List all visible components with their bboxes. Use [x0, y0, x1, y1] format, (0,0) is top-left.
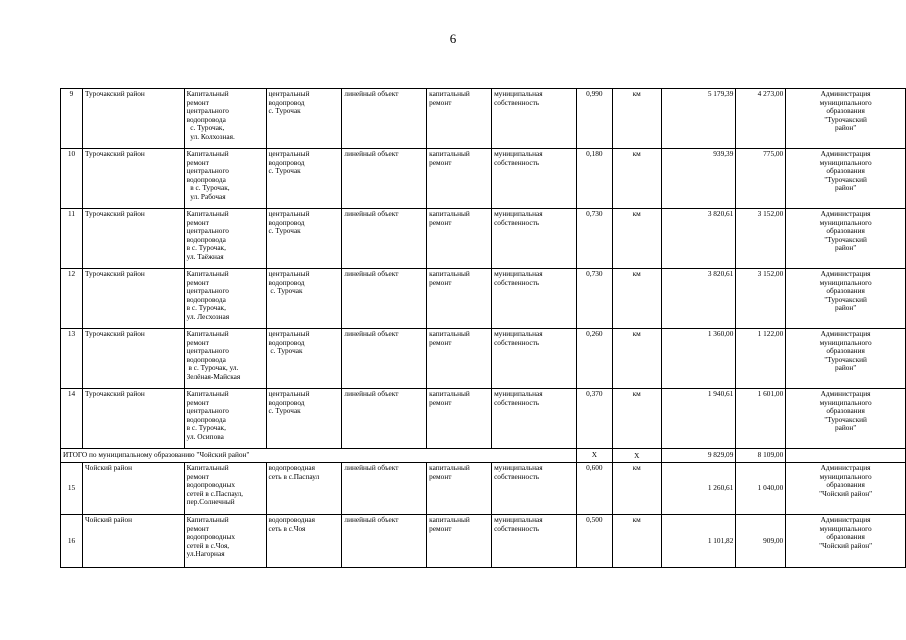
ownership-line: собственность [494, 337, 540, 347]
object-name-line: сеть в с.Паспаул [268, 471, 320, 481]
district-cell: Чойский район [82, 515, 184, 568]
administrator [786, 269, 906, 329]
administrator-line: муниципального [819, 217, 872, 227]
table-row [61, 269, 906, 329]
object-name [266, 515, 342, 568]
work-kind [427, 515, 492, 568]
district-cell: Турочакский район [82, 269, 184, 329]
object-name-line: с. Турочак [268, 286, 303, 296]
object-type: линейный объект [342, 149, 427, 209]
work-kind-line: ремонт [429, 217, 452, 227]
cost-total: 3 820,61 [661, 209, 736, 269]
work-description-line: в с. Турочак, [186, 303, 226, 313]
administrator-line: муниципального [819, 97, 872, 107]
object-type: линейный объект [342, 89, 427, 149]
cost-total: 939,39 [661, 149, 736, 209]
subtotal-row [61, 449, 906, 463]
row-number: 11 [61, 209, 83, 269]
object-name-line: водопровод [268, 397, 305, 407]
work-kind [427, 89, 492, 149]
ownership-line: собственность [494, 277, 540, 287]
administrator-line: "Чойский район" [819, 540, 873, 550]
cost-total: 1 101,82 [661, 515, 736, 568]
work-kind-line: капитальный [429, 389, 470, 398]
ownership-line: собственность [494, 397, 540, 407]
table-row [61, 209, 906, 269]
ownership-line: собственность [494, 471, 540, 481]
work-description-line: сетей в с.Паспаул, [186, 488, 244, 498]
table-row [61, 329, 906, 389]
administrator-line: "Чойский район" [819, 488, 873, 498]
work-description-line: в с. Турочак, ул. [186, 363, 239, 373]
administrator-line: образования [826, 106, 865, 116]
cost-part: 909,00 [736, 515, 786, 568]
administrator [786, 329, 906, 389]
district-cell: Турочакский район [82, 149, 184, 209]
work-kind-line: капитальный [429, 89, 470, 98]
administrator-line: "Турочакский [824, 114, 867, 124]
object-name-line: с. Турочак [268, 406, 301, 416]
table-row [61, 89, 906, 149]
work-kind [427, 329, 492, 389]
work-description [184, 515, 266, 568]
object-name-line: с. Турочак [268, 106, 301, 116]
unit: км [612, 209, 661, 269]
work-description-line: водопровода [186, 414, 226, 424]
object-name-line: с. Турочак [268, 166, 301, 176]
work-description-line: ул. Осипова [186, 431, 224, 441]
work-description [184, 329, 266, 389]
cost-total: 1 360,00 [661, 329, 736, 389]
work-description-line: Капитальный [186, 463, 229, 472]
work-description-line: ремонт [186, 523, 209, 533]
work-kind-line: ремонт [429, 397, 452, 407]
administrator-line: Администрация [820, 329, 871, 338]
work-description-line: ремонт [186, 217, 209, 227]
ownership-line: муниципальная [494, 149, 543, 158]
administrator-line: муниципального [819, 277, 872, 287]
length-value: 0,500 [576, 515, 612, 568]
cost-total: 1 260,61 [661, 463, 736, 515]
ownership [492, 209, 577, 269]
object-name [266, 209, 342, 269]
ownership-line: муниципальная [494, 329, 543, 338]
work-description-line: Капитальный [186, 269, 229, 278]
object-name-line: водопроводная [268, 463, 315, 472]
ownership-line: собственность [494, 97, 540, 107]
work-description-line: водопровода [186, 234, 226, 244]
object-type: линейный объект [342, 209, 427, 269]
administrator-line: муниципального [819, 397, 872, 407]
length-value: 0,730 [576, 269, 612, 329]
work-kind [427, 463, 492, 515]
administrator-line: образования [826, 346, 865, 356]
work-description-line: Капитальный [186, 329, 229, 338]
object-type: линейный объект [342, 515, 427, 568]
work-description [184, 209, 266, 269]
object-name-line: центральный [268, 389, 310, 398]
administrator-line: образования [826, 532, 865, 542]
unit: км [612, 89, 661, 149]
length-value: 0,990 [576, 89, 612, 149]
district-cell: Турочакский район [82, 389, 184, 449]
administrator-line: Администрация [820, 463, 871, 472]
district-cell: Турочакский район [82, 89, 184, 149]
work-kind-line: ремонт [429, 337, 452, 347]
administrator-line: образования [826, 480, 865, 490]
ownership-line: муниципальная [494, 389, 543, 398]
row-number: 15 [61, 463, 83, 515]
work-description-line: сетей в с.Чоя, [186, 540, 230, 550]
cost-part: 3 152,00 [736, 269, 786, 329]
work-description-line: водопровода [186, 354, 226, 364]
administrator-line: район" [834, 363, 857, 373]
ownership [492, 149, 577, 209]
administrator [786, 149, 906, 209]
object-name-line: водопровод [268, 337, 305, 347]
ownership-line: муниципальная [494, 515, 543, 524]
subtotal-cost-part: 8 109,00 [736, 449, 786, 463]
work-kind-line: капитальный [429, 209, 470, 218]
administrator [786, 463, 906, 515]
work-description-line: ул. Таёжная [186, 251, 224, 261]
work-description-line: водопровода [186, 294, 226, 304]
ownership [492, 269, 577, 329]
subtotal-x-length: Х [576, 449, 612, 463]
object-name-line: с. Турочак [268, 226, 301, 236]
work-description-line: центрального [186, 226, 229, 236]
work-description-line: ремонт [186, 97, 209, 107]
ownership [492, 389, 577, 449]
object-name-line: сеть в с.Чоя [268, 523, 306, 533]
administrator-line: Администрация [820, 89, 871, 98]
unit: км [612, 515, 661, 568]
row-number: 16 [61, 515, 83, 568]
object-name-line: центральный [268, 89, 310, 98]
work-description-line: водопроводных [186, 480, 236, 490]
cost-part: 4 273,00 [736, 89, 786, 149]
length-value: 0,260 [576, 329, 612, 389]
ownership-line: муниципальная [494, 89, 543, 98]
ownership [492, 329, 577, 389]
administrator-line: муниципального [819, 523, 872, 533]
object-type: линейный объект [342, 329, 427, 389]
unit: км [612, 463, 661, 515]
unit: км [612, 269, 661, 329]
work-description-line: ремонт [186, 471, 209, 481]
length-value: 0,370 [576, 389, 612, 449]
work-description-line: водопроводных [186, 532, 236, 542]
administrator [786, 209, 906, 269]
work-kind-line: ремонт [429, 471, 452, 481]
administrator-line: "Турочакский [824, 294, 867, 304]
table-row [61, 515, 906, 568]
work-description-line: в с. Турочак, [186, 423, 226, 433]
work-kind [427, 209, 492, 269]
cost-part: 1 122,00 [736, 329, 786, 389]
administrator-line: муниципального [819, 157, 872, 167]
object-name-line: центральный [268, 209, 310, 218]
work-description-line: водопровода [186, 114, 226, 124]
cost-part: 3 152,00 [736, 209, 786, 269]
ownership-line: собственность [494, 523, 540, 533]
work-kind-line: ремонт [429, 523, 452, 533]
administrator-line: Администрация [820, 269, 871, 278]
row-number: 13 [61, 329, 83, 389]
object-type: линейный объект [342, 463, 427, 515]
unit: км [612, 389, 661, 449]
page-number: 6 [449, 31, 457, 46]
work-kind [427, 269, 492, 329]
administrator [786, 389, 906, 449]
work-description-line: Зелёная-Майская [186, 371, 241, 381]
work-description-line: ремонт [186, 397, 209, 407]
work-description-line: центрального [186, 106, 229, 116]
work-kind-line: капитальный [429, 149, 470, 158]
projects-table [60, 88, 906, 568]
administrator-line: образования [826, 166, 865, 176]
administrator-line: образования [826, 286, 865, 296]
administrator-line: муниципального [819, 337, 872, 347]
object-name [266, 389, 342, 449]
table-row [61, 149, 906, 209]
work-description-line: Капитальный [186, 89, 229, 98]
administrator-line: Администрация [820, 149, 871, 158]
administrator-line: район" [834, 183, 857, 193]
work-description [184, 389, 266, 449]
work-description [184, 149, 266, 209]
object-type: линейный объект [342, 269, 427, 329]
district-cell: Турочакский район [82, 209, 184, 269]
cost-total: 5 179,39 [661, 89, 736, 149]
cost-total: 1 940,61 [661, 389, 736, 449]
work-description-line: в с. Турочак, [186, 243, 226, 253]
work-description-line: ремонт [186, 337, 209, 347]
subtotal-admin-empty [786, 449, 906, 463]
work-description-line: Капитальный [186, 389, 229, 398]
work-description-line: центрального [186, 346, 229, 356]
row-number: 14 [61, 389, 83, 449]
ownership-line: собственность [494, 217, 540, 227]
object-name-line: водопровод [268, 97, 305, 107]
object-type: линейный объект [342, 389, 427, 449]
object-name [266, 329, 342, 389]
length-value: 0,730 [576, 209, 612, 269]
work-description-line: Капитальный [186, 149, 229, 158]
administrator-line: образования [826, 226, 865, 236]
object-name-line: водопровод [268, 157, 305, 167]
work-description-line: ремонт [186, 277, 209, 287]
cost-part: 775,00 [736, 149, 786, 209]
administrator-line: район" [834, 423, 857, 433]
work-description-line: с. Турочак, [186, 123, 225, 133]
subtotal-x-unit: Х [612, 449, 661, 463]
object-name-line: водопровод [268, 217, 305, 227]
ownership [492, 89, 577, 149]
ownership [492, 463, 577, 515]
unit: км [612, 329, 661, 389]
object-name-line: центральный [268, 269, 310, 278]
work-kind-line: капитальный [429, 329, 470, 338]
object-name-line: центральный [268, 329, 310, 338]
subtotal-label: ИТОГО по муниципальному образованию "Чойский район" [61, 449, 577, 463]
work-kind [427, 389, 492, 449]
administrator-line: "Турочакский [824, 234, 867, 244]
unit: км [612, 149, 661, 209]
ownership-line: муниципальная [494, 269, 543, 278]
object-name [266, 89, 342, 149]
work-kind-line: капитальный [429, 515, 470, 524]
work-kind-line: ремонт [429, 277, 452, 287]
work-description-line: Капитальный [186, 209, 229, 218]
administrator [786, 89, 906, 149]
work-kind-line: капитальный [429, 269, 470, 278]
object-name-line: центральный [268, 149, 310, 158]
administrator-line: "Турочакский [824, 414, 867, 424]
length-value: 0,180 [576, 149, 612, 209]
row-number: 10 [61, 149, 83, 209]
object-name-line: водопроводная [268, 515, 315, 524]
administrator-line: образования [826, 406, 865, 416]
cost-part: 1 040,00 [736, 463, 786, 515]
administrator-line: Администрация [820, 209, 871, 218]
administrator-line: район" [834, 303, 857, 313]
object-name [266, 269, 342, 329]
table-body [61, 89, 906, 568]
work-description-line: центрального [186, 406, 229, 416]
work-description-line: ул. Колхозная. [186, 131, 235, 141]
table-row [61, 389, 906, 449]
object-name-line: водопровод [268, 277, 305, 287]
work-description-line: пер.Солнечный [186, 497, 235, 507]
administrator-line: Администрация [820, 389, 871, 398]
work-description [184, 89, 266, 149]
administrator-line: район" [834, 123, 857, 133]
district-cell: Чойский район [82, 463, 184, 515]
ownership-line: муниципальная [494, 463, 543, 472]
administrator [786, 515, 906, 568]
work-kind-line: капитальный [429, 463, 470, 472]
cost-part: 1 601,00 [736, 389, 786, 449]
work-description-line: водопровода [186, 174, 226, 184]
ownership-line: собственность [494, 157, 540, 167]
work-description [184, 463, 266, 515]
object-name-line: с. Турочак [268, 346, 303, 356]
ownership-line: муниципальная [494, 209, 543, 218]
work-kind-line: ремонт [429, 97, 452, 107]
work-description-line: ул. Рабочая [186, 191, 226, 201]
work-description-line: Капитальный [186, 515, 229, 524]
object-name [266, 149, 342, 209]
work-description-line: центрального [186, 166, 229, 176]
row-number: 9 [61, 89, 83, 149]
length-value: 0,600 [576, 463, 612, 515]
ownership [492, 515, 577, 568]
subtotal-cost-total: 9 829,09 [661, 449, 736, 463]
work-description-line: ремонт [186, 157, 209, 167]
administrator-line: район" [834, 243, 857, 253]
district-cell: Турочакский район [82, 329, 184, 389]
administrator-line: муниципального [819, 471, 872, 481]
work-description [184, 269, 266, 329]
object-name [266, 463, 342, 515]
administrator-line: "Турочакский [824, 174, 867, 184]
administrator-line: Администрация [820, 515, 871, 524]
cost-total: 3 820,61 [661, 269, 736, 329]
table-row [61, 463, 906, 515]
work-kind [427, 149, 492, 209]
work-description-line: центрального [186, 286, 229, 296]
work-description-line: ул. Лесхозная [186, 311, 230, 321]
work-kind-line: ремонт [429, 157, 452, 167]
row-number: 12 [61, 269, 83, 329]
work-description-line: ул.Нагорная [186, 549, 225, 559]
administrator-line: "Турочакский [824, 354, 867, 364]
work-description-line: в с. Турочак, [186, 183, 230, 193]
